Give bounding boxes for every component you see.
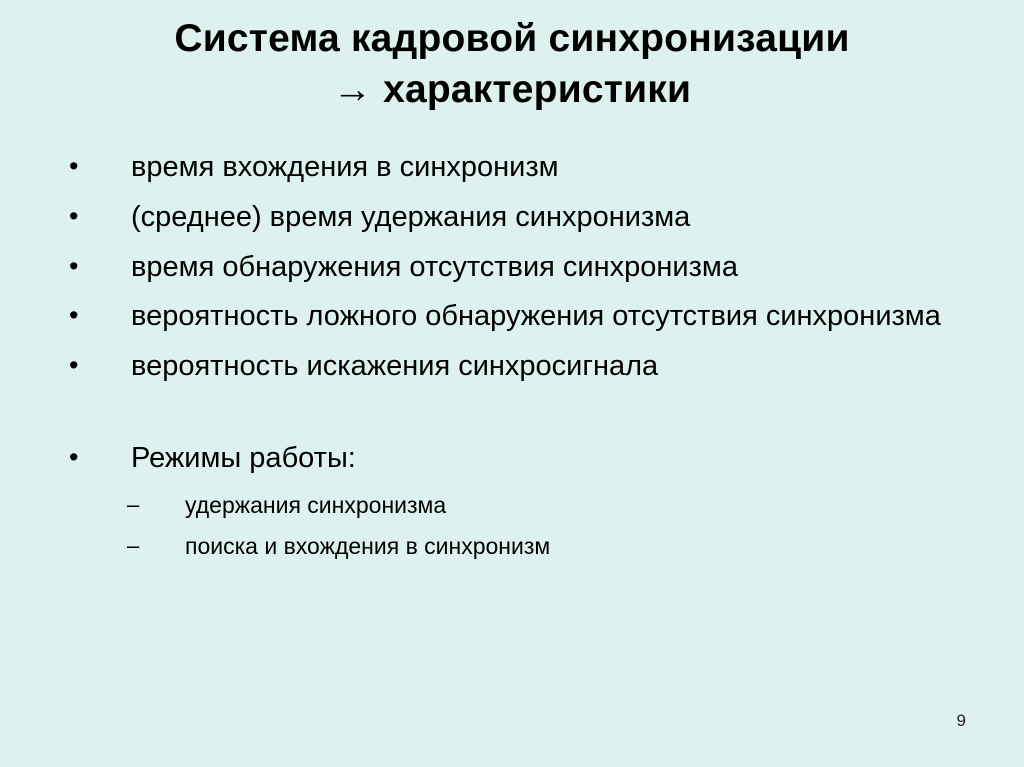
dash-icon: – — [127, 491, 140, 517]
bullet-icon: • — [69, 151, 79, 182]
modes-heading-row — [55, 440, 984, 478]
slide-content — [0, 149, 1024, 561]
list-item-label: время обнаружения отсутствия синхронизма — [131, 250, 738, 283]
list-spacer — [55, 398, 984, 440]
list-item-label: вероятность ложного обнаружения отсутствия синхронизма — [131, 300, 941, 333]
bullet-icon: • — [69, 300, 79, 331]
page-number: 9 — [956, 711, 966, 730]
bullet-icon: • — [69, 250, 79, 281]
page-title — [0, 0, 1024, 115]
list-item — [55, 348, 984, 386]
bullet-icon: • — [69, 441, 79, 472]
dash-icon: – — [127, 532, 140, 558]
list-item-label: вероятность искажения синхросигнала — [131, 350, 659, 383]
sub-list-item — [55, 490, 984, 521]
list-item — [55, 149, 984, 187]
modes-heading-label: Режимы работы: — [131, 441, 356, 474]
sub-list-item-label: поиска и вхождения в синхронизм — [185, 532, 551, 559]
sub-list-item-label: удержания синхронизма — [185, 491, 447, 518]
list-item — [55, 249, 984, 287]
sub-list-item — [55, 531, 984, 562]
page-title-line-2: → характеристики — [332, 67, 692, 111]
list-item-label: время вхождения в синхронизм — [131, 151, 559, 184]
bullet-icon: • — [69, 350, 79, 381]
list-item — [55, 298, 984, 336]
list-item — [55, 199, 984, 237]
list-item-label: (среднее) время удержания синхронизма — [131, 201, 691, 234]
page-title-line-1: Система кадровой синхронизации — [174, 17, 850, 60]
bullet-icon: • — [69, 201, 79, 232]
